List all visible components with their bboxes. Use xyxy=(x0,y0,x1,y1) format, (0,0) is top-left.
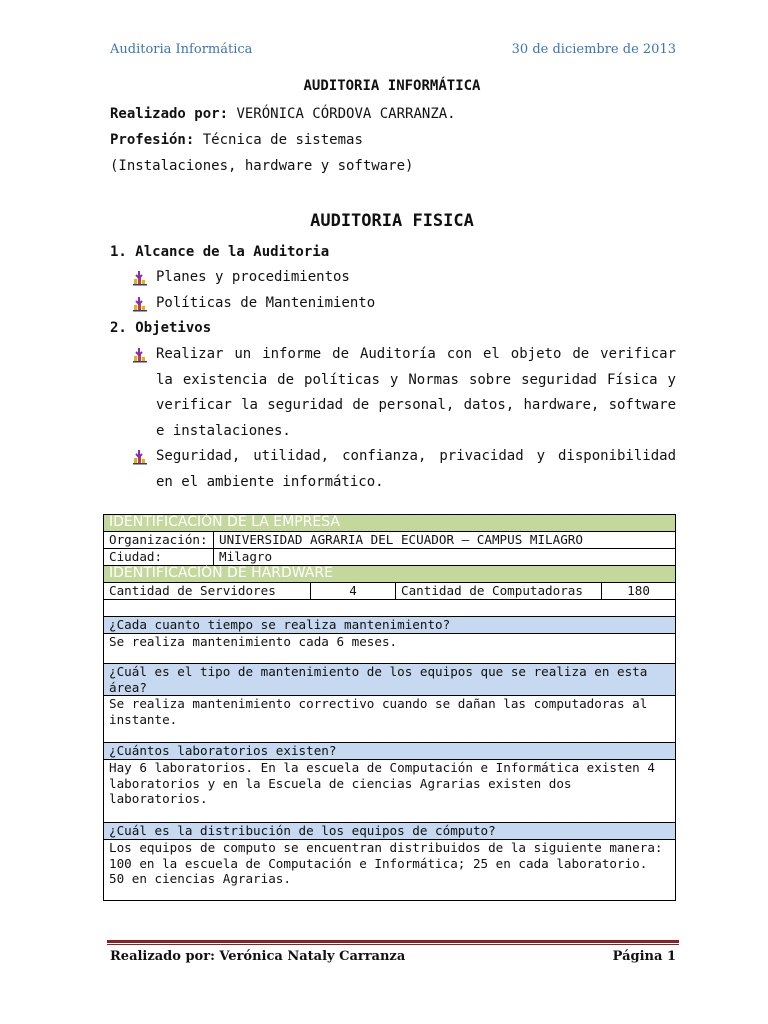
spacer-cell xyxy=(104,600,676,617)
specialty-line: (Instalaciones, hardware y software) xyxy=(110,158,414,174)
city-label: Ciudad: xyxy=(104,549,214,566)
table-row xyxy=(104,840,676,901)
table-row xyxy=(104,634,676,664)
computers-value: 180 xyxy=(602,583,676,600)
table-row xyxy=(104,760,676,823)
bullet-text: Políticas de Mantenimiento xyxy=(156,295,376,311)
table-row xyxy=(104,515,676,532)
bullet-text: Seguridad, utilidad, confianza, privacidad y disponibilidad en el ambiente informático. xyxy=(156,448,676,490)
servers-value: 4 xyxy=(311,583,396,600)
table-row xyxy=(104,549,676,566)
table-row xyxy=(104,823,676,840)
question-cell: ¿Cuál es el tipo de mantenimiento de los equipos que se realiza en esta área? xyxy=(104,664,676,696)
bullet-icon xyxy=(132,347,148,363)
footer-rule xyxy=(107,940,679,943)
bullet-icon xyxy=(132,449,148,465)
section-title: AUDITORIA FISICA xyxy=(310,211,474,231)
author-label: Realizado por: xyxy=(110,106,229,122)
table-row xyxy=(104,583,676,600)
bullet-icon xyxy=(132,296,148,312)
profession-label: Profesión: xyxy=(110,132,195,148)
document-title: AUDITORIA INFORMÁTICA xyxy=(303,78,481,94)
answer-cell: Se realiza mantenimiento cada 6 meses. xyxy=(104,634,676,664)
table-row xyxy=(104,617,676,634)
table-row xyxy=(104,743,676,760)
author-line xyxy=(110,106,456,122)
org-label: Organización: xyxy=(104,532,214,549)
computers-label: Cantidad de Computadoras xyxy=(396,583,602,600)
question-cell: ¿Cuántos laboratorios existen? xyxy=(104,743,676,760)
org-value: UNIVERSIDAD AGRARIA DEL ECUADOR – CAMPUS MILAGRO xyxy=(214,532,676,549)
hardware-section-header: IDENTIFICACIÓN DE HARDWARE xyxy=(104,566,676,583)
table-row xyxy=(104,566,676,583)
item-heading-scope: 1. Alcance de la Auditoria xyxy=(110,244,330,260)
page-number: Página 1 xyxy=(612,949,676,964)
question-cell: ¿Cada cuanto tiempo se realiza mantenimiento? xyxy=(104,617,676,634)
table-row xyxy=(104,600,676,617)
bullet-icon xyxy=(132,270,148,286)
profession-line xyxy=(110,132,363,148)
table-row xyxy=(104,696,676,743)
bullet-text: Realizar un informe de Auditoría con el objeto de verificar la existencia de políticas y Normas sobre seguridad Física y verificar la seguridad de personal, datos, hardware, software e instalaciones. xyxy=(156,346,676,439)
answer-cell: Se realiza mantenimiento correctivo cuando se dañan las computadoras al instante. xyxy=(104,696,676,743)
answer-cell: Los equipos de computo se encuentran distribuidos de la siguiente manera: 100 en la escuela de Computación e Informática; 25 en cada laboratorio. 50 en ciencias Agrarias. xyxy=(104,840,676,901)
bullet-text: Planes y procedimientos xyxy=(156,269,350,285)
table-row xyxy=(104,664,676,696)
footer-rule xyxy=(107,944,679,945)
item-heading-objectives: 2. Objetivos xyxy=(110,320,212,336)
author-value: VERÓNICA CÓRDOVA CARRANZA. xyxy=(236,106,456,122)
table-row xyxy=(104,532,676,549)
question-cell: ¿Cuál es la distribución de los equipos de cómputo? xyxy=(104,823,676,840)
header-date: 30 de diciembre de 2013 xyxy=(511,42,676,57)
footer-author: Realizado por: Verónica Nataly Carranza xyxy=(110,949,406,964)
header-left: Auditoria Informática xyxy=(110,42,253,57)
answer-cell: Hay 6 laboratorios. En la escuela de Computación e Informática existen 4 laboratorios y en la Escuela de ciencias Agrarias existen dos laboratorios. xyxy=(104,760,676,823)
city-value: Milagro xyxy=(214,549,676,566)
company-section-header: IDENTIFICACIÓN DE LA EMPRESA xyxy=(104,515,676,532)
profession-value: Técnica de sistemas xyxy=(202,132,363,148)
servers-label: Cantidad de Servidores xyxy=(104,583,311,600)
audit-table xyxy=(103,514,676,901)
